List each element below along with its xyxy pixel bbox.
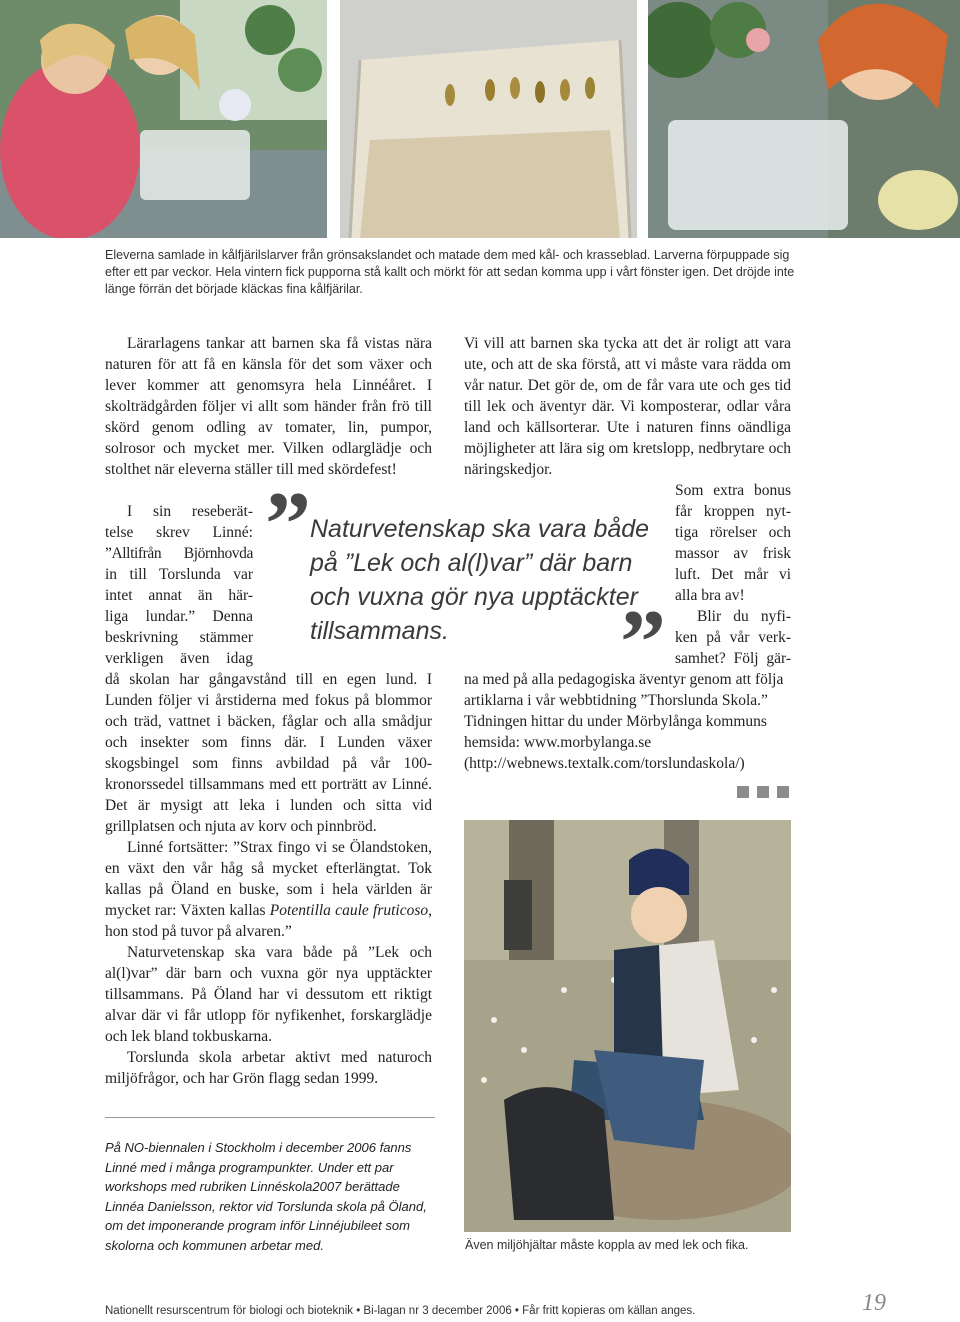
photo-pupae-box (340, 0, 637, 238)
narrow-line: samhet? Följ gär- (675, 650, 791, 667)
left-paragraph-1: Lärarlagens tankar att barnen ska få vistas nära naturen för att få en känsla för det som växer och lever kommer att genomsyra hela Linnéåret. I skolträdgården följer vi allt som händer från frö till skörd genom odling av tomater, lin, pumpor, solrosor och mycket mer. Vilken odlarglädje och stolthet när eleverna ställer till med skördefest! (105, 335, 432, 478)
right-column (464, 333, 791, 480)
left-paragraph-2: då skolan har gångavstånd till en egen lund. I Lunden följer vi årstiderna med fokus på blommor och träd, vattnet i bäcken, fåglar och alla smådjur och insekter som finns där. I Lunden växer skogsbingel som finns avbildad på vår 100-kronorssedel tillsammans med ett porträtt av Linné. Det är mysigt att leka i lunden och sitta vid grillplatsen och njuta av korv och pinnbröd. (105, 671, 432, 835)
narrow-line: luft. Det mår vi (675, 566, 791, 583)
open-quote-mark: ” (265, 473, 311, 575)
photo-redhead-girl (648, 0, 960, 238)
narrow-line: beskrivning stämmer (105, 629, 253, 646)
page-number: 19 (862, 1290, 886, 1316)
left-column (105, 333, 432, 480)
right-paragraph-1: Vi vill att barnen ska tycka att det är roligt att vara ute, och att de ska förstå, att vi måste vara rädda om vår natur. Det gör de, om de får vara ute och ges tid till lek och äventyr där. Vi komposterar, odlar våra land och källsorterar. Ute i naturen finns oändliga möjligheter att lära sig om kretslopp, nedbrytare och näringskedjor. (464, 335, 791, 478)
end-ornament (737, 786, 789, 798)
right-paragraph-3: na med på alla pedagogiska äventyr genom att följa artiklarna i vår webbtidning ”Thorslunda Skola.” Tidningen hittar du under Mörbylånga kommuns hemsida: www.morbylanga.se (http://webnews.textalk.com/torslundaskola/) (464, 671, 784, 772)
left-narrow-block (105, 501, 253, 669)
left-paragraph-4: Naturvetenskap ska vara både på ”Lek och al(l)var” där barn och vuxna gör nya upptäckter tillsammans. På Öland har vi dessutom ett riktigt alvar där vi får utlopp för nyfikenhet, forskarglädje och lek bland tokbuskarna. (105, 944, 432, 1045)
biennale-note: På NO-biennalen i Stockholm i december 2006 fanns Linné med i många programpunkter. Under ett par workshops med rubriken Linnéskola2007 berättade Linnéa Danielsson, rektor vid Torslunda skola på Öland, om det imponerande program inför Linnéjubileet som skolorna och kommunen arbetar med. (105, 1117, 435, 1255)
page-footer: Nationellt resurscentrum för biologi och bioteknik • Bi-lagan nr 3 december 2006 • Får fritt kopieras om källan anges. (105, 1305, 696, 1317)
close-quote-mark: ” (620, 591, 666, 693)
photo-girls-looking (0, 0, 327, 238)
narrow-line: Blir du nyfi- (697, 608, 791, 625)
narrow-line: telse skrev Linné: (105, 524, 253, 541)
photo-boy-in-forest (464, 820, 791, 1232)
narrow-line: alla bra av! (675, 587, 745, 604)
right-narrow-block (675, 480, 791, 669)
narrow-line: in till Torslunda var (105, 566, 253, 583)
ornament-square (737, 786, 749, 798)
top-photo-caption: Eleverna samlade in kålfjärilslarver från grönsakslandet och matade dem med kål- och krasseblad. Larverna förpuppade sig efter ett par veckor. Hela vintern fick pupporna stå kallt och mörkt för att sedan komma upp i vårt fönster igen. Det dröjde inte länge förrän det började kläckas fina kålfjärilar. (105, 248, 795, 296)
left-paragraph-3: Linné fortsätter: ”Strax fingo vi se Ölandstoken, en växt den vår håg så mycket efterlängtat. Tok kallas på Öland en buske, som i hela världen är mycket rar: Växten kallas Potentilla caule fruticoso, hon stod på tuvor på alvaren.” (105, 839, 432, 940)
narrow-line: verkligen även idag (105, 650, 253, 667)
latin-name: Potentilla caule fruticoso (269, 902, 429, 919)
bottom-photo-caption: Även miljöhjältar måste koppla av med lek och fika. (465, 1238, 749, 1252)
ornament-square (777, 786, 789, 798)
narrow-line: Som extra bonus (675, 482, 791, 499)
left-column-lower (105, 669, 432, 1089)
narrow-line: ken på vår verk- (675, 629, 791, 646)
narrow-line: tiga rörelser och (675, 524, 791, 541)
left-paragraph-5: Torslunda skola arbetar aktivt med naturoch miljöfrågor, och har Grön flagg sedan 1999. (105, 1049, 432, 1087)
narrow-line: ”Alltifrån Björnhovda (105, 545, 253, 562)
pull-quote: Naturvetenskap ska vara både på ”Lek och al(l)var” där barn och vuxna gör nya upptäckter tillsammans. (310, 515, 650, 645)
right-column-lower (464, 669, 791, 774)
narrow-line: får kroppen nyt- (675, 503, 791, 520)
narrow-line: intet annat än här- (105, 587, 253, 604)
narrow-line: massor av frisk (675, 545, 791, 562)
narrow-line: I sin reseberät- (127, 503, 253, 520)
ornament-square (757, 786, 769, 798)
narrow-line: liga lundar.” Denna (105, 608, 253, 625)
